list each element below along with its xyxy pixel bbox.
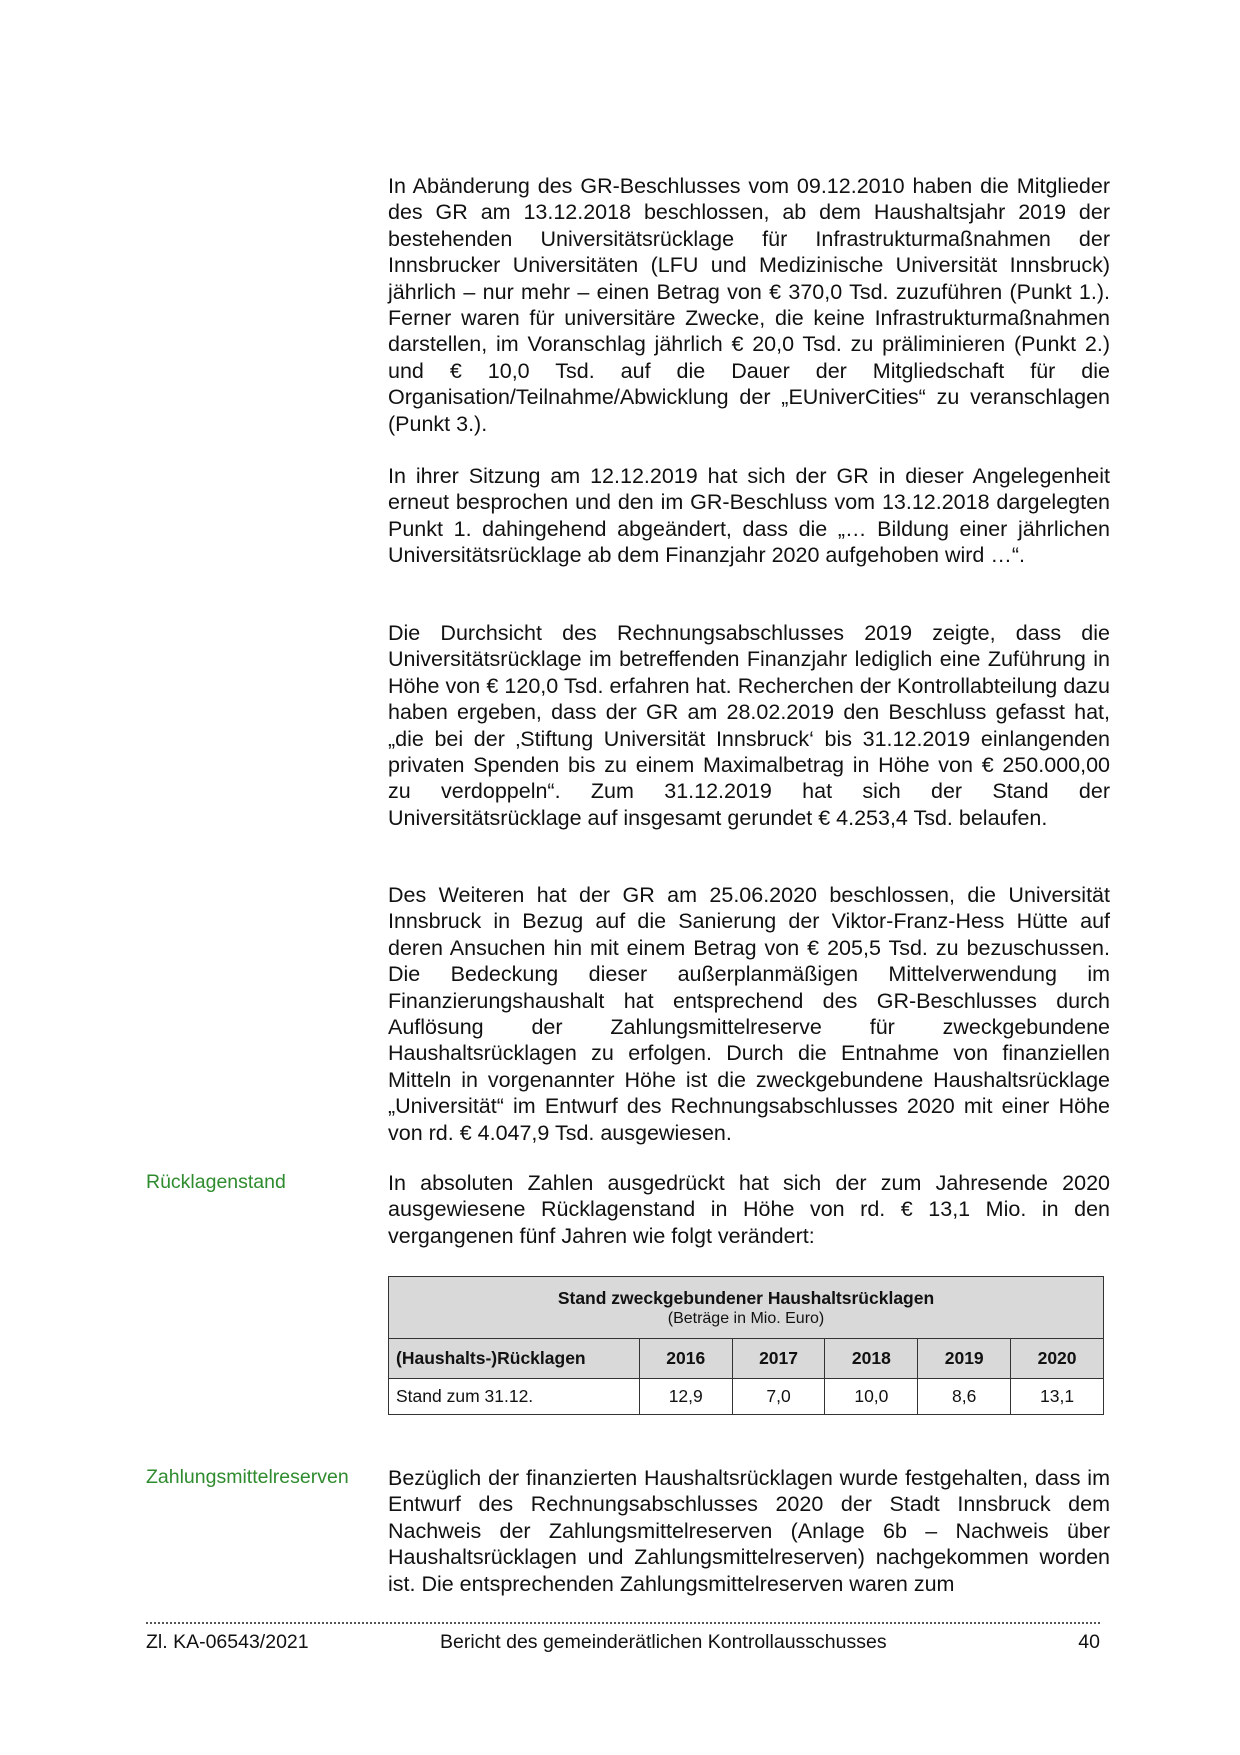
table-header-cell: 2016 [639,1339,732,1379]
table-title: Stand zweckgebundener Haushaltsrücklagen [557,1287,935,1308]
table-header-cell: 2020 [1011,1339,1104,1379]
paragraph-sitzung-2019: In ihrer Sitzung am 12.12.2019 hat sich der GR in dieser Angelegenheit erneut besprochen und den im GR-Beschluss vom 13.12.2018 dargelegten Punkt 1. dahingehend abgeändert, dass die „… Bildung einer jährlichen Universitätsrücklage ab dem Finanzjahr 2020 aufgehoben wird …“. [388,464,1110,568]
paragraph-zahlungsmittelreserven: Bezüglich der finanzierten Haushaltsrücklagen wurde festgehalten, dass im Entwurf des Rechnungsabschlusses 2020 der Stadt Innsbruck dem Nachweis der Zahlungsmittelreserven (Anlage 6b – Nachweis über Haushaltsrücklagen und Zahlungsmittelreserven) nachgekommen worden ist. Die entsprechenden Zahlungsmittelreserven waren zum [388,1466,1110,1596]
table-cell: Stand zum 31.12. [389,1379,640,1415]
reserves-table [388,1276,1104,1415]
paragraph-viktor-franz-hess-huette: Des Weiteren hat der GR am 25.06.2020 beschlossen, die Universität Innsbruck in Bezug auf die Sanierung der Viktor-Franz-Hess Hütte auf deren Ansuchen hin mit einem Betrag von € 205,5 Tsd. zu bezuschussen. Die Bedeckung dieser außerplanmäßigen Mittelverwendung im Finanzierungshaushalt hat entsprechend des GR-Beschlusses durch Auflösung der Zahlungsmittelreserve für zweckgebundene Haushaltsrücklagen zu erfolgen. Durch die Entnahme von finanziellen Mitteln in vorgenannter Höhe ist die zweckgebundene Haushaltsrücklage „Universität“ im Entwurf des Rechnungsabschlusses 2020 mit einer Höhe von rd. € 4.047,9 Tsd. ausgewiesen. [388,883,1110,1145]
margin-note-zahlungsmittelreserven: Zahlungsmittelreserven [146,1466,349,1488]
table-header-cell: 2019 [918,1339,1011,1379]
table-cell: 8,6 [918,1379,1011,1415]
paragraph-gr-beschluss-2018: In Abänderung des GR-Beschlusses vom 09.12.2010 haben die Mitglieder des GR am 13.12.2018 beschlossen, ab dem Haushaltsjahr 2019 der bestehenden Universitätsrücklage für Infrastrukturmaßnahmen der Innsbrucker Universitäten (LFU und Medizinische Universität Innsbruck) jährlich – nur mehr – einen Betrag von € 370,0 Tsd. zuzuführen (Punkt 1.). Ferner waren für universitäre Zwecke, die keine Infrastrukturmaßnahmen darstellen, im Voranschlag jährlich € 20,0 Tsd. zu präliminieren (Punkt 2.) und € 10,0 Tsd. auf die Dauer der Mitgliedschaft für die Organisation/Teilnahme/Abwicklung der „EUniverCities“ zu veranschlagen (Punkt 3.). [388,174,1110,436]
table-cell: 12,9 [639,1379,732,1415]
footer-reference: Zl. KA-06543/2021 [146,1631,309,1653]
margin-note-ruecklagenstand: Rücklagenstand [146,1171,286,1193]
footer-divider [146,1622,1100,1624]
table-cell: 7,0 [732,1379,825,1415]
table-subtitle: (Beträge in Mio. Euro) [667,1309,825,1327]
table-cell: 13,1 [1011,1379,1104,1415]
paragraph-rechnungsabschluss-2019: Die Durchsicht des Rechnungsabschlusses 2019 zeigte, dass die Universitätsrücklage im betreffenden Finanzjahr lediglich eine Zuführung in Höhe von € 120,0 Tsd. erfahren hat. Recherchen der Kontrollabteilung dazu haben ergeben, dass der GR am 28.02.2019 den Beschluss gefasst hat, „die bei der ‚Stiftung Universität Innsbruck‘ bis 31.12.2019 einlangenden privaten Spenden bis zu einem Maximalbetrag in Höhe von € 250.000,00 zu verdoppeln“. Zum 31.12.2019 hat sich der Stand der Universitätsrücklage auf insgesamt gerundet € 4.253,4 Tsd. belaufen. [388,621,1110,830]
table-title-cell [389,1277,1104,1339]
table-row [389,1379,1104,1415]
paragraph-ruecklagenstand: In absoluten Zahlen ausgedrückt hat sich der zum Jahresende 2020 ausgewiesene Rücklagenstand in Höhe von rd. € 13,1 Mio. in den vergangenen fünf Jahren wie folgt verändert: [388,1171,1110,1248]
table-header-cell: (Haushalts-)Rücklagen [389,1339,640,1379]
table-header-row [389,1339,1104,1379]
table-header-cell: 2018 [825,1339,918,1379]
table-cell: 10,0 [825,1379,918,1415]
table-header-cell: 2017 [732,1339,825,1379]
footer-title: Bericht des gemeinderätlichen Kontrollausschusses [440,1631,887,1653]
footer-page-number: 40 [1078,1631,1100,1653]
